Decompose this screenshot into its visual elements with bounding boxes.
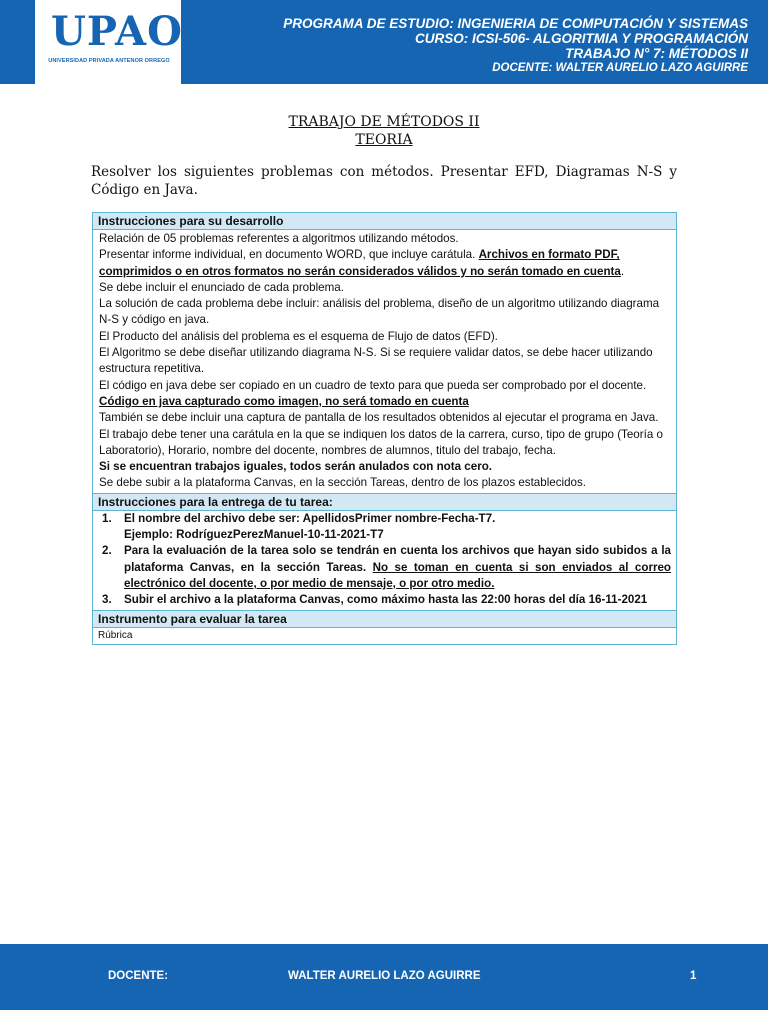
program-line: PROGRAMA DE ESTUDIO: INGENIERIA DE COMPUTACIÓN Y SISTEMAS — [283, 16, 748, 31]
instruction-item: La solución de cada problema debe incluir: análisis del problema, diseño de un algoritmo utilizando diagrama N-S y código en java. — [99, 297, 660, 327]
evaluation-header: Instrumento para evaluar la tarea — [93, 611, 676, 628]
rubric-cell: Rúbrica — [98, 629, 133, 641]
instruction-text: Para la evaluación de la tarea solo se tendrán en cuenta los archivos que hayan sido subidos a la plataforma Canvas, en la sección Tareas. — [124, 544, 671, 574]
development-instructions — [93, 230, 676, 494]
page-header — [0, 0, 768, 84]
instructions-table — [92, 212, 677, 645]
delivery-item — [99, 543, 671, 592]
instruction-item — [99, 378, 671, 411]
delivery-item — [99, 511, 671, 544]
university-logo — [35, 0, 181, 84]
footer-teacher-label: DOCENTE: — [108, 970, 169, 982]
item-number: 2. — [102, 544, 112, 558]
assignment-line: TRABAJO N° 7: MÉTODOS II — [565, 46, 748, 61]
item-text — [124, 543, 671, 592]
course-line: CURSO: ICSI-506- ALGORITMIA Y PROGRAMACIÓN — [414, 31, 748, 46]
title-line-2: TEORIA — [355, 132, 413, 148]
delivery-item — [99, 592, 671, 608]
page-footer — [0, 944, 768, 1010]
instruction-item: El Algoritmo se debe diseñar utilizando diagrama N-S. Si se requiere validar datos, se debe hacer utilizando estructura repetitiva. — [99, 346, 653, 376]
item-number: 3. — [102, 593, 112, 607]
instruction-emphasis: Código en java capturado como imagen, no será tomado en cuenta — [99, 394, 469, 408]
title-line-1: TRABAJO DE MÉTODOS II — [288, 114, 480, 130]
intro-paragraph: Resolver los siguientes problemas con métodos. Presentar EFD, Diagramas N-S y Código en Java. — [91, 164, 677, 198]
item-text — [124, 511, 671, 544]
document-title — [0, 113, 768, 149]
footer-teacher-name: WALTER AURELIO LAZO AGUIRRE — [288, 970, 481, 982]
development-header: Instrucciones para su desarrollo — [93, 213, 676, 230]
instruction-item: Se debe subir a la plataforma Canvas, en la sección Tareas, dentro de los plazos establecidos. — [99, 476, 587, 490]
instruction-item: Relación de 05 problemas referentes a algoritmos utilizando métodos. — [99, 232, 459, 245]
file-name-rule: El nombre del archivo debe ser: ApellidosPrimer nombre-Fecha-T7. — [124, 511, 496, 525]
instruction-text: . — [620, 264, 625, 278]
instruction-item: Se debe incluir el enunciado de cada problema. — [99, 280, 344, 294]
instruction-item: También se debe incluir una captura de pantalla de los resultados obtenidos al ejecutar el programa en Java. — [99, 411, 659, 425]
teacher-line: DOCENTE: WALTER AURELIO LAZO AGUIRRE — [492, 62, 748, 74]
instruction-emphasis: No se toman en cuenta si son enviados al correo electrónico del docente, o por medio de mensaje, o por otro medio. — [124, 560, 672, 590]
item-text: Subir el archivo a la plataforma Canvas, como máximo hasta las 22:00 horas del día 16-11-2021 — [124, 593, 648, 607]
header-info — [283, 16, 748, 76]
instruction-text: El código en java debe ser copiado en un cuadro de texto para que pueda ser comprobado por el docente. — [99, 378, 647, 392]
logo-subtitle: UNIVERSIDAD PRIVADA ANTENOR ORREGO — [48, 58, 170, 64]
delivery-instructions — [93, 511, 676, 611]
delivery-header: Instrucciones para la entrega de tu tarea: — [93, 494, 676, 511]
instruction-item: El Producto del análisis del problema es el esquema de Flujo de datos (EFD). — [99, 329, 498, 343]
instruction-item: El trabajo debe tener una carátula en la que se indiquen los datos de la carrera, curso, tipo de grupo (Teoría o Laboratorio), Horario, nombre del docente, nombres de alumnos, titulo del trabajo, fecha. — [99, 427, 663, 457]
instruction-emphasis: Archivos en formato PDF, comprimidos o en otros formatos no serán considerados válidos y no serán tomado en cuenta — [99, 248, 621, 278]
instruction-text: Presentar informe individual, en documento WORD, que incluye carátula. — [99, 248, 479, 262]
logo-wordmark: UPAO — [51, 8, 183, 55]
file-name-example: Ejemplo: RodríguezPerezManuel-10-11-2021-T7 — [124, 528, 384, 542]
instruction-item: Si se encuentran trabajos iguales, todos serán anulados con nota cero. — [99, 460, 493, 474]
page-number: 1 — [690, 970, 697, 982]
item-number: 1. — [102, 511, 112, 525]
instruction-item — [99, 247, 671, 280]
